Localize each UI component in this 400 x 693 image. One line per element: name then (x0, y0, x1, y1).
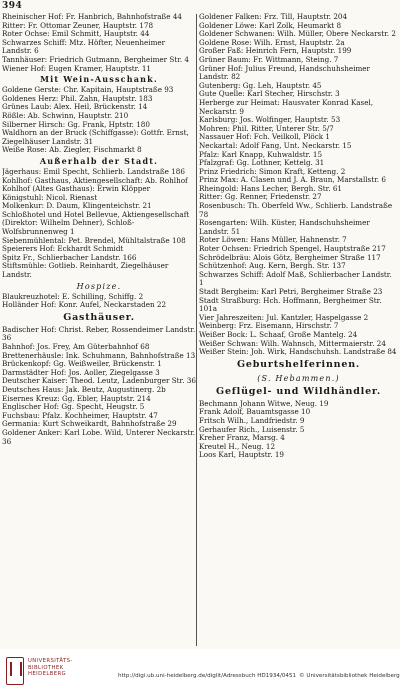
directory-entry: Weißer Bock: L. Schaaf, Große Mantelg. 24 (199, 330, 358, 339)
directory-entry: Goldene Gerste: Chr. Kapitain, Hauptstraße 93 (2, 86, 174, 95)
directory-entry: Goldener Löwe: Karl Zolk, Heumarkt 8 (199, 21, 342, 30)
directory-entry: Gutenberg: Gg. Leh, Hauptstr. 45 (199, 81, 322, 90)
directory-entry: Darmstädter Hof: Jos. Aoller, Ziegelgasse 3 (2, 368, 160, 377)
directory-entry: Blaukreuzhotel: E. Schilling, Schiffg. 2 (2, 292, 144, 301)
directory-entry: Jägerhaus: Emil Specht, Schlierb. Landstraße 186 (2, 167, 185, 176)
university-name-line: BIBLIOTHEK (28, 664, 64, 671)
directory-entry: Kreher Franz, Marsg. 4 (199, 434, 285, 443)
directory-entry: Kohlhof: Gasthaus, Aktiengesellschaft: Ab. Rohlhof (2, 176, 188, 185)
directory-entry: Schrödelbräu: Alois Götz, Bergheimer Straße 117 (199, 253, 381, 262)
directory-entry: Wiener Hof: Eugen Kramer, Hauptstr. 11 (2, 64, 152, 73)
directory-entry: Stiftsmühle: Gotlieb. Reinhardt, Ziegelhäuser Landstr. (2, 262, 169, 280)
directory-entry: Deutsches Haus: Jak. Beutz, Augustinerg. 2b (2, 385, 166, 394)
column-divider (196, 14, 197, 646)
directory-entry: Brettenerhäusle: Ink. Schuhmann, Bahnhofstraße 13 (2, 351, 196, 360)
footer-bar (0, 649, 400, 693)
permalink-url[interactable]: http://digi.ub.uni-heidelberg.de/diglit/Adressbuch HD1934/0451 (118, 673, 297, 679)
directory-entry: Spitz Fr., Schlierbacher Landstr. 166 (2, 253, 137, 262)
directory-entry: Schützenhof: Aug. Kern, Bergh. Str. 137 (199, 262, 346, 271)
directory-entry: Fuchsbau: Pfalz. Kochheimer, Hauptstr. 47 (2, 411, 158, 420)
directory-entry: Roter Ochsen: Friedrich Spengel, Hauptstraße 217 (199, 245, 386, 254)
directory-entry: Goldener Falken: Frz. Till, Hauptstr. 204 (199, 13, 348, 21)
directory-entry: Karlsburg: Jos. Wolfinger, Hauptstr. 53 (199, 116, 341, 125)
directory-entry: Germania: Kurt Schweikardt, Bahnhofstraße 29 (2, 420, 177, 429)
directory-entry: Nassauer Hof: Fch. Veilkoll, Plöck 1 (199, 133, 330, 142)
directory-entry: Brückenkopf: Gg. Weißweiler, Brückenstr. 1 (2, 360, 162, 369)
directory-entry: Waldhorn an der Bruck (Schiffgasse): Gottfr. Ernst, Ziegelhäuser Landstr. 31 (2, 129, 189, 146)
directory-entry: Gerhaufer Rich., Luisenstr. 5 (199, 425, 305, 434)
directory-entry: Stadt Bergheim: Karl Petri, Bergheimer Straße 23 (199, 288, 383, 296)
section-heading: Außerhalb der Stadt. (39, 155, 159, 166)
directory-entry: Vier Jahreszeiten: Jul. Kantzler, Haspelgasse 2 (199, 313, 369, 322)
directory-entry: Bechmann Johann Witwe, Neug. 19 (199, 399, 329, 408)
directory-entry: Großer Faß: Heinrich Fern, Hauptstr. 199 (199, 47, 352, 56)
directory-entry: Gute Quelle: Karl Stecher, Hirschstr. 3 (199, 90, 340, 99)
directory-entry: Goldener Anker: Karl Lobe. Wild, Unterer Neckarstr. 36 (2, 428, 196, 446)
directory-entry: Goldene Rose: Wilh. Ernst, Hauptstr. 2a (199, 38, 345, 47)
directory-entry: Schloßhotel und Hotel Bellevue, Aktiengesellschaft (Direktor: Wilhelm Dehner), Schloß-Wolfsbrunnenweg 1 (2, 210, 190, 237)
directory-entry: Prinz Max: A. Clasen und J. A. Braun, Marstallstr. 6 (199, 176, 386, 185)
directory-entry: Molkenkur: D. Daum, Klingenteichstr. 21 (2, 202, 152, 211)
section-heading: Geburtshelferinnen. (236, 358, 361, 370)
right-column (199, 13, 398, 460)
directory-entry: Ritter: Fr. Ottomar Zeuner, Hauptstr. 178 (2, 21, 154, 30)
directory-entry: Stadt Straßburg: Hch. Hoffmann, Bergheimer Str. 101a (199, 296, 382, 314)
directory-entry: Eisernes Kreuz: Gg. Ebler, Hauptstr. 214 (2, 394, 151, 403)
directory-entry: Loos Karl, Hauptstr. 19 (199, 451, 284, 460)
directory-entry: Englischer Hof: Gg. Specht, Heugstr. 5 (2, 403, 145, 412)
directory-entry: Königstuhl: Nicol. Rienast (2, 193, 98, 202)
university-name-line: HEIDELBERG (28, 671, 67, 678)
university-name (28, 658, 73, 678)
directory-entry: Goldener Schwanen: Wilh. Müller, Obere Neckarstr. 2 (199, 30, 396, 39)
directory-entry: Grüner Hof: Julius Freund, Handschuhsheimer Landstr. 82 (199, 64, 370, 82)
section-heading: Mit Wein-Ausschank. (40, 74, 158, 85)
directory-entry: Roter Löwen: Hans Müller, Hahnenstr. 7 (199, 236, 347, 245)
directory-entry: Siebenmühlental: Pet. Brendel, Mühltalstraße 108 (2, 236, 186, 245)
page-number: 394 (2, 1, 23, 11)
directory-entry: Weißer Schwan: Wilh. Wahnsch, Mittermaierstr. 24 (199, 339, 386, 348)
directory-entry: Speierers Hof: Eckhardt Schmidt (2, 245, 124, 254)
directory-entry: Roter Ochse: Emil Schmitt, Hauptstr. 44 (2, 30, 150, 39)
directory-entry: Weiße Rose: Ab. Ziegler, Fischmarkt 8 (2, 146, 142, 155)
directory-entry: Goldenes Herz: Phil. Zahn, Hauptstr. 183 (2, 94, 153, 103)
directory-entry: Grünes Laub: Alex. Heil, Brückenstr. 14 (2, 103, 148, 112)
directory-entry: Kreutel H., Neug. 12 (199, 442, 276, 451)
section-heading: Geflügel- und Wildhändler. (216, 385, 381, 397)
directory-entry: Ritter: Gg. Renner, Friedenstr. 27 (199, 193, 322, 202)
directory-entry: Holländer Hof: Konr. Aufel, Neckarstaden 22 (2, 301, 167, 310)
directory-entry: Weißer Stein: Joh. Wirk, Handschuhsh. Landstraße 84 (199, 348, 397, 357)
directory-entry: Deutscher Kaiser: Theod. Leutz, Ladenburger Str. 36 (2, 377, 196, 386)
directory-entry: Schwarzes Schiff: Mtz. Höfter, Neuenheimer Landstr. 6 (2, 38, 166, 56)
left-column (2, 13, 196, 446)
directory-entry: Fritsch Wilh., Landfriedstr. 9 (199, 416, 305, 425)
directory-entry: Kohlhof (Altes Gasthaus): Erwin Klöpper (2, 185, 151, 194)
directory-entry: Badischer Hof: Christ. Reber, Rossendeimer Landstr. 36 (2, 325, 196, 343)
directory-entry: Tannhäuser: Friedrich Gutmann, Bergheimer Str. 4 (2, 55, 189, 64)
section-heading: Gasthäuser. (63, 311, 135, 323)
directory-entry: Rheingold: Hans Lecher, Bergh. Str. 61 (199, 184, 343, 193)
section-heading: Hospize. (76, 281, 122, 291)
directory-entry: Neckartal: Adolf Fang, Unt. Neckarstr. 15 (199, 141, 352, 150)
directory-entry: Rosenbusch: Th. Oberfeld Ww., Schlierb. Landstraße 78 (199, 202, 393, 219)
directory-entry: Pfalz: Karl Knapp, Kuhwaldstr. 15 (199, 150, 323, 159)
directory-entry: Rößle: Ab. Schwinn, Hauptstr. 210 (2, 111, 129, 120)
directory-entry: Prinz Friedrich: Simon Kraft, Ketteng. 2 (199, 167, 346, 176)
university-logo-icon (6, 657, 24, 685)
directory-entry: Grüner Baum: Fr. Wittmann, Steing. 7 (199, 55, 339, 64)
directory-entry: Silberner Hirsch: Gg. Frank, Hptstr. 180 (2, 120, 150, 129)
directory-entry: Herberge zur Heimat: Hausvater Konrad Kasel, Neckarstr. 9 (199, 98, 374, 116)
directory-entry: Pfalzgraf: Gg. Lothner, Kettelg. 31 (199, 159, 325, 168)
university-name-line: UNIVERSITÄTS- (28, 658, 73, 664)
directory-entry: Rheinischer Hof: Fr. Hanbrich, Bahnhofstraße 44 (2, 13, 182, 21)
directory-entry: Weinberg: Frz. Eisemann, Hirschstr. 7 (199, 322, 339, 331)
section-heading: (S. Hebammen.) (257, 373, 340, 383)
directory-entry: Mohren: Phil. Ritter, Unterer Str. 5/7 (199, 124, 334, 133)
directory-entry: Frank Adolf, Bauamtsgasse 10 (199, 408, 311, 417)
directory-entry: Rosengarten: Wilh. Küster, Handschuhsheimer Landstr. 51 (199, 219, 370, 236)
directory-entry: Bahnhof: Jos. Frey, Am Güterbahnhof 68 (2, 343, 150, 351)
copyright-notice: © Universitätsbibliothek Heidelberg (299, 673, 400, 679)
directory-entry: Schwarzes Schiff: Adolf Maß, Schlierbacher Landstr. 1 (199, 270, 392, 288)
